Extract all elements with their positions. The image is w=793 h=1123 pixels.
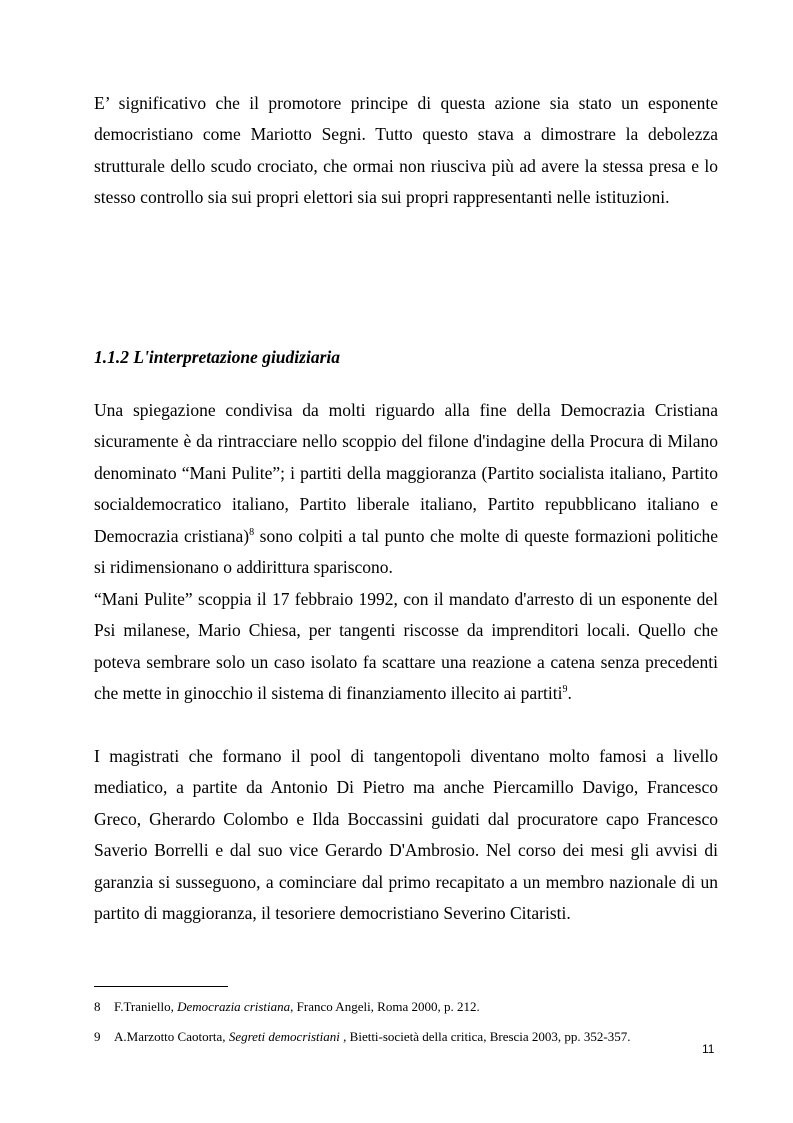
footnote-title: Segreti democristiani xyxy=(228,1029,340,1044)
page-number: 11 xyxy=(702,1042,715,1056)
footnote-rest: , Franco Angeli, Roma 2000, p. 212. xyxy=(290,999,480,1014)
intro-paragraph: E’ significativo che il promotore principe di questa azione sia stato un esponente democristiano come Mariotto Segni. Tutto questo stava a dimostrare la debolezza strutturale dello scudo crociato, che ormai non riusciva più ad avere la stessa presa e lo stesso controllo sia sui propri elettori sia sui propri rappresentanti nelle istituzioni. xyxy=(94,93,718,208)
paragraph-text: sono colpiti a tal punto che molte di queste formazioni politiche si ridimensionano o addirittura spariscono. xyxy=(94,525,718,578)
footnote-divider xyxy=(94,986,228,987)
footnote-rest: , Bietti-società della critica, Brescia 2003, pp. 352-357. xyxy=(339,1029,631,1044)
footnote-number: 9 xyxy=(94,1029,101,1044)
footnote-author: A.Marzotto Caotorta, xyxy=(114,1029,229,1044)
footnote-number: 8 xyxy=(94,999,101,1014)
footnote-ref-9[interactable]: 9 xyxy=(562,684,568,696)
paragraph-magistrati: I magistrati che formano il pool di tangentopoli diventano molto famosi a livello mediatico, a partite da Antonio Di Pietro ma anche Piercamillo Davigo, Francesco Greco, Gherardo Colombo e Ilda Boccassini guidati dal procuratore capo Francesco Saverio Borrelli e dal suo vice Gerardo D'Ambrosio. Nel corso dei mesi gli avvisi di garanzia si susseguono, a cominciare dal primo recapitato a un membro nazionale di un partito di maggioranza, il tesoriere democristiano Severino Citaristi. xyxy=(94,746,718,924)
paragraph-text: “Mani Pulite” scoppia il 17 febbraio 1992, con il mandato d'arresto di un esponente del Psi milanese, Mario Chiesa, per tangenti riscosse da imprenditori locali. Quello che poteva sembrare solo un caso isolato fa scattare una reazione a catena senza precedenti che mette in ginocchio il sistema di finanziamento illecito ai partiti xyxy=(94,589,718,704)
paragraph-text: . xyxy=(567,683,572,704)
footnote-8 xyxy=(94,999,480,1015)
footnote-title: Democrazia cristiana xyxy=(177,999,291,1014)
paragraph-mani-pulite xyxy=(94,395,718,583)
footnote-ref-8[interactable]: 8 xyxy=(249,526,255,538)
footnote-9 xyxy=(94,1029,631,1045)
paragraph-chiesa xyxy=(94,584,718,710)
section-heading: 1.1.2 L'interpretazione giudiziaria xyxy=(94,347,340,367)
paragraph-text: Una spiegazione condivisa da molti riguardo alla fine della Democrazia Cristiana sicuramente è da rintracciare nello scoppio del filone d'indagine della Procura di Milano denominato “Mani Pulite”; i partiti della maggioranza (Partito socialista italiano, Partito socialdemocratico italiano, Partito liberale italiano, Partito repubblicano italiano e Democrazia cristiana) xyxy=(94,400,718,546)
footnote-author: F.Traniello, xyxy=(114,999,178,1014)
